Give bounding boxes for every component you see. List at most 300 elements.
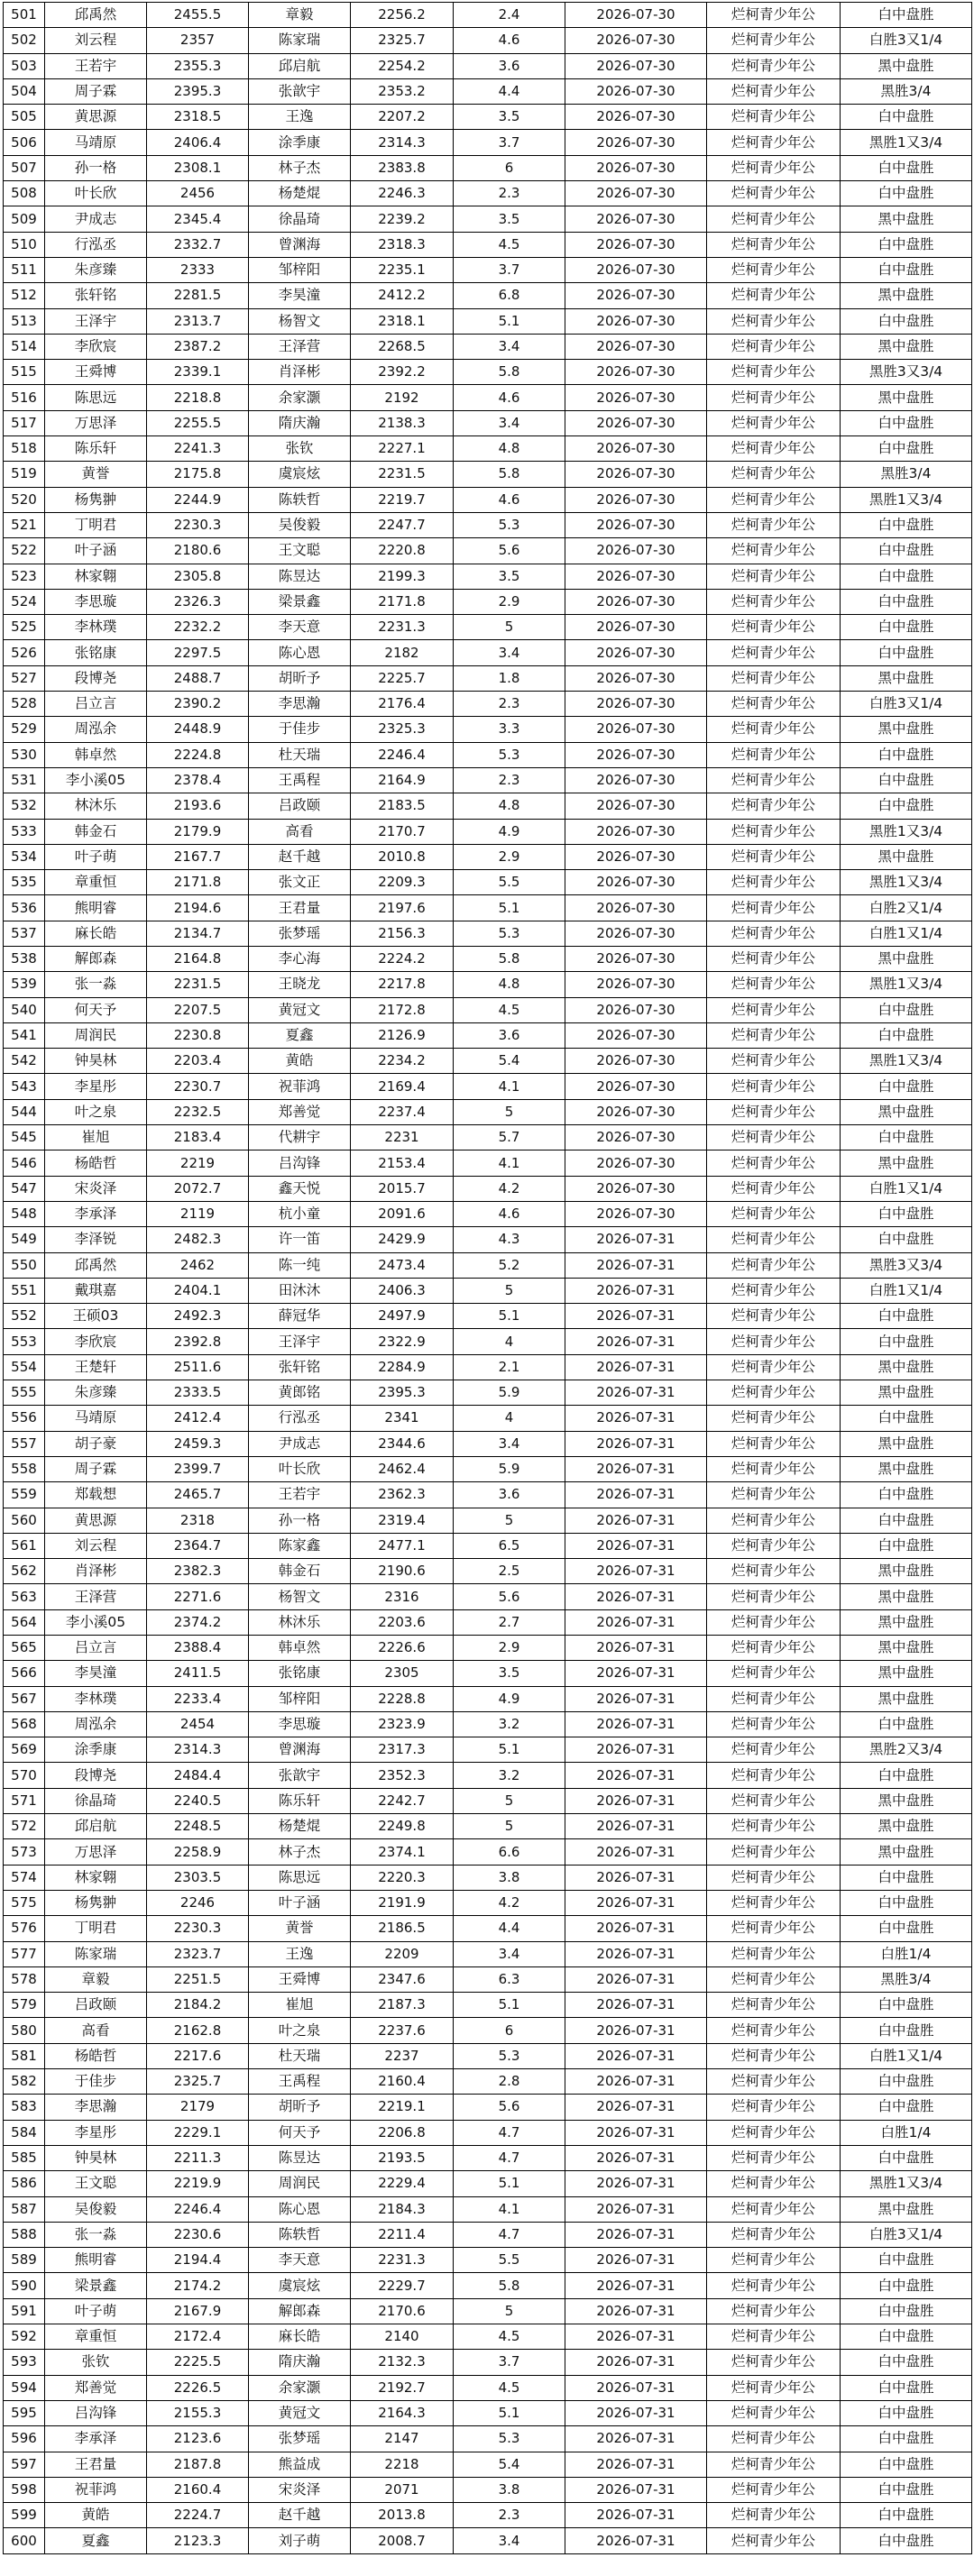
tournament-cell: 烂柯青少年公 — [707, 1814, 841, 1839]
white-player-cell: 王若宇 — [249, 1482, 351, 1508]
white-rating-cell: 2153.4 — [351, 1150, 454, 1176]
black-rating-cell: 2230.3 — [147, 512, 249, 537]
white-player-cell: 陈家鑫 — [249, 1533, 351, 1558]
game-number-cell: 526 — [4, 640, 45, 665]
game-date-cell: 2026-07-31 — [565, 1252, 707, 1278]
tournament-cell: 烂柯青少年公 — [707, 1711, 841, 1737]
game-number-cell: 546 — [4, 1150, 45, 1176]
game-date-cell: 2026-07-30 — [565, 308, 707, 334]
white-rating-cell: 2226.6 — [351, 1636, 454, 1661]
black-rating-cell: 2226.5 — [147, 2375, 249, 2400]
black-player-cell: 万思泽 — [45, 1839, 147, 1865]
tournament-cell: 烂柯青少年公 — [707, 181, 841, 206]
rating-diff-cell: 5.1 — [454, 2171, 565, 2196]
rating-diff-cell: 2.9 — [454, 589, 565, 614]
black-player-cell: 行泓丞 — [45, 232, 147, 257]
black-rating-cell: 2297.5 — [147, 640, 249, 665]
table-row — [4, 1176, 972, 1201]
game-number-cell: 538 — [4, 946, 45, 971]
black-rating-cell: 2160.4 — [147, 2477, 249, 2502]
game-number-cell: 522 — [4, 538, 45, 564]
black-rating-cell: 2364.7 — [147, 1533, 249, 1558]
white-player-cell: 黄皓 — [249, 1049, 351, 1074]
white-player-cell: 王逸 — [249, 105, 351, 130]
game-date-cell: 2026-07-31 — [565, 1839, 707, 1865]
game-date-cell: 2026-07-31 — [565, 2324, 707, 2350]
game-number-cell: 525 — [4, 615, 45, 640]
game-date-cell: 2026-07-30 — [565, 181, 707, 206]
result-cell: 黑中盘胜 — [841, 2196, 972, 2222]
black-rating-cell: 2203.4 — [147, 1049, 249, 1074]
white-rating-cell: 2352.3 — [351, 1763, 454, 1788]
game-number-cell: 598 — [4, 2477, 45, 2502]
game-number-cell: 590 — [4, 2273, 45, 2298]
game-date-cell: 2026-07-31 — [565, 1456, 707, 1481]
game-date-cell: 2026-07-31 — [565, 1814, 707, 1839]
black-rating-cell: 2179 — [147, 2095, 249, 2120]
white-rating-cell: 2231.3 — [351, 2248, 454, 2273]
white-player-cell: 陈心恩 — [249, 2196, 351, 2222]
result-cell: 黑中盘胜 — [841, 946, 972, 971]
black-player-cell: 李欣宸 — [45, 1329, 147, 1354]
rating-diff-cell: 5.3 — [454, 2426, 565, 2452]
rating-diff-cell: 5 — [454, 615, 565, 640]
result-cell: 白中盘胜 — [841, 2477, 972, 2502]
black-player-cell: 张铭康 — [45, 640, 147, 665]
result-cell: 黑中盘胜 — [841, 665, 972, 691]
game-number-cell: 535 — [4, 870, 45, 895]
rating-diff-cell: 5.9 — [454, 1380, 565, 1406]
tournament-cell: 烂柯青少年公 — [707, 1125, 841, 1150]
black-player-cell: 郑善觉 — [45, 2375, 147, 2400]
tournament-cell: 烂柯青少年公 — [707, 155, 841, 180]
game-number-cell: 596 — [4, 2426, 45, 2452]
white-player-cell: 赵千越 — [249, 2503, 351, 2528]
tournament-cell: 烂柯青少年公 — [707, 1533, 841, 1558]
white-rating-cell: 2256.2 — [351, 3, 454, 28]
table-row — [4, 1431, 972, 1456]
table-row — [4, 385, 972, 410]
result-cell: 白中盘胜 — [841, 615, 972, 640]
result-cell: 白中盘胜 — [841, 2528, 972, 2553]
white-player-cell: 田沐沐 — [249, 1278, 351, 1303]
table-row — [4, 2196, 972, 2222]
tournament-cell: 烂柯青少年公 — [707, 793, 841, 819]
game-date-cell: 2026-07-30 — [565, 436, 707, 462]
game-number-cell: 576 — [4, 1916, 45, 1941]
tournament-cell: 烂柯青少年公 — [707, 1304, 841, 1329]
result-cell: 白中盘胜 — [841, 1533, 972, 1558]
result-cell: 白中盘胜 — [841, 1865, 972, 1890]
rating-diff-cell: 4.5 — [454, 232, 565, 257]
white-player-cell: 吕政颐 — [249, 793, 351, 819]
black-player-cell: 叶子萌 — [45, 844, 147, 869]
black-rating-cell: 2244.9 — [147, 487, 249, 512]
black-player-cell: 李星彤 — [45, 2120, 147, 2145]
game-date-cell: 2026-07-30 — [565, 3, 707, 28]
game-date-cell: 2026-07-30 — [565, 283, 707, 308]
game-number-cell: 542 — [4, 1049, 45, 1074]
game-number-cell: 586 — [4, 2171, 45, 2196]
black-rating-cell: 2193.6 — [147, 793, 249, 819]
black-player-cell: 熊明睿 — [45, 895, 147, 921]
game-date-cell: 2026-07-30 — [565, 692, 707, 717]
rating-diff-cell: 4.4 — [454, 78, 565, 104]
result-cell: 白中盘胜 — [841, 2069, 972, 2095]
white-rating-cell: 2374.1 — [351, 1839, 454, 1865]
white-player-cell: 黄誉 — [249, 1916, 351, 1941]
white-player-cell: 余家灏 — [249, 385, 351, 410]
rating-diff-cell: 5 — [454, 1278, 565, 1303]
white-player-cell: 陈昱达 — [249, 2145, 351, 2170]
table-row — [4, 717, 972, 742]
black-player-cell: 王泽宇 — [45, 308, 147, 334]
black-player-cell: 黄思源 — [45, 1508, 147, 1533]
white-player-cell: 薛冠华 — [249, 1304, 351, 1329]
white-rating-cell: 2219.7 — [351, 487, 454, 512]
result-cell: 白中盘胜 — [841, 2018, 972, 2043]
game-number-cell: 547 — [4, 1176, 45, 1201]
white-player-cell: 余家灏 — [249, 2375, 351, 2400]
result-cell: 黑中盘胜 — [841, 283, 972, 308]
white-rating-cell: 2191.9 — [351, 1890, 454, 1915]
result-cell: 黑中盘胜 — [841, 1636, 972, 1661]
table-row — [4, 462, 972, 487]
table-row — [4, 1865, 972, 1890]
game-number-cell: 506 — [4, 130, 45, 155]
black-rating-cell: 2174.2 — [147, 2273, 249, 2298]
white-player-cell: 杨智文 — [249, 1584, 351, 1609]
black-player-cell: 邱禹然 — [45, 1252, 147, 1278]
rating-diff-cell: 4.6 — [454, 28, 565, 53]
tournament-cell: 烂柯青少年公 — [707, 2248, 841, 2273]
game-date-cell: 2026-07-30 — [565, 28, 707, 53]
result-cell: 白中盘胜 — [841, 1406, 972, 1431]
tournament-cell: 烂柯青少年公 — [707, 1584, 841, 1609]
game-date-cell: 2026-07-31 — [565, 1227, 707, 1252]
game-number-cell: 594 — [4, 2375, 45, 2400]
rating-diff-cell: 5.1 — [454, 308, 565, 334]
game-date-cell: 2026-07-31 — [565, 1329, 707, 1354]
black-player-cell: 王君量 — [45, 2452, 147, 2477]
rating-diff-cell: 3.2 — [454, 1711, 565, 1737]
white-rating-cell: 2314.3 — [351, 130, 454, 155]
white-player-cell: 张钦 — [249, 436, 351, 462]
black-rating-cell: 2251.5 — [147, 1966, 249, 1992]
table-row — [4, 2222, 972, 2247]
white-rating-cell: 2268.5 — [351, 334, 454, 359]
table-row — [4, 767, 972, 793]
tournament-cell: 烂柯青少年公 — [707, 564, 841, 589]
table-row — [4, 921, 972, 946]
table-row — [4, 1609, 972, 1635]
game-date-cell: 2026-07-31 — [565, 1354, 707, 1380]
game-number-cell: 533 — [4, 819, 45, 844]
white-rating-cell: 2235.1 — [351, 257, 454, 282]
table-row — [4, 2273, 972, 2298]
rating-diff-cell: 5.3 — [454, 2043, 565, 2068]
game-date-cell: 2026-07-31 — [565, 2273, 707, 2298]
black-rating-cell: 2225.5 — [147, 2350, 249, 2375]
game-date-cell: 2026-07-31 — [565, 1788, 707, 1813]
result-cell: 白中盘胜 — [841, 2273, 972, 2298]
white-rating-cell: 2319.4 — [351, 1508, 454, 1533]
white-player-cell: 虞宸炫 — [249, 2273, 351, 2298]
table-row — [4, 2375, 972, 2400]
black-rating-cell: 2412.4 — [147, 1406, 249, 1431]
black-player-cell: 张轩铭 — [45, 283, 147, 308]
tournament-cell: 烂柯青少年公 — [707, 1099, 841, 1124]
black-rating-cell: 2374.2 — [147, 1609, 249, 1635]
game-date-cell: 2026-07-30 — [565, 997, 707, 1022]
black-rating-cell: 2123.3 — [147, 2528, 249, 2553]
game-number-cell: 537 — [4, 921, 45, 946]
table-row — [4, 1482, 972, 1508]
tournament-cell: 烂柯青少年公 — [707, 2324, 841, 2350]
white-rating-cell: 2246.3 — [351, 181, 454, 206]
rating-diff-cell: 4.2 — [454, 1176, 565, 1201]
rating-diff-cell: 3.4 — [454, 1941, 565, 1966]
white-rating-cell: 2199.3 — [351, 564, 454, 589]
black-player-cell: 李思璇 — [45, 589, 147, 614]
result-cell: 白中盘胜 — [841, 232, 972, 257]
black-player-cell: 周润民 — [45, 1022, 147, 1048]
game-number-cell: 544 — [4, 1099, 45, 1124]
white-player-cell: 虞宸炫 — [249, 462, 351, 487]
black-rating-cell: 2454 — [147, 1711, 249, 1737]
tournament-cell: 烂柯青少年公 — [707, 1074, 841, 1099]
white-player-cell: 陈思远 — [249, 1865, 351, 1890]
game-number-cell: 588 — [4, 2222, 45, 2247]
result-cell: 白中盘胜 — [841, 1763, 972, 1788]
black-rating-cell: 2406.4 — [147, 130, 249, 155]
result-cell: 黑中盘胜 — [841, 206, 972, 232]
game-date-cell: 2026-07-31 — [565, 2477, 707, 2502]
white-player-cell: 郑善觉 — [249, 1099, 351, 1124]
white-rating-cell: 2203.6 — [351, 1609, 454, 1635]
table-row — [4, 1201, 972, 1226]
game-number-cell: 549 — [4, 1227, 45, 1252]
result-cell: 黑胜1又3/4 — [841, 130, 972, 155]
tournament-cell: 烂柯青少年公 — [707, 1022, 841, 1048]
result-cell: 白中盘胜 — [841, 1508, 972, 1533]
rating-diff-cell: 6.6 — [454, 1839, 565, 1865]
tournament-cell: 烂柯青少年公 — [707, 1661, 841, 1686]
game-number-cell: 516 — [4, 385, 45, 410]
tournament-cell: 烂柯青少年公 — [707, 2043, 841, 2068]
white-player-cell: 解郎森 — [249, 2298, 351, 2324]
tournament-cell: 烂柯青少年公 — [707, 334, 841, 359]
result-cell: 黑中盘胜 — [841, 1559, 972, 1584]
game-number-cell: 579 — [4, 1993, 45, 2018]
white-rating-cell: 2231.3 — [351, 615, 454, 640]
rating-diff-cell: 2.9 — [454, 1636, 565, 1661]
black-rating-cell: 2179.9 — [147, 819, 249, 844]
result-cell: 白胜1又1/4 — [841, 1176, 972, 1201]
black-player-cell: 夏鑫 — [45, 2528, 147, 2553]
white-rating-cell: 2170.6 — [351, 2298, 454, 2324]
white-player-cell: 王舜博 — [249, 1966, 351, 1992]
result-cell: 白中盘胜 — [841, 589, 972, 614]
rating-diff-cell: 5 — [454, 1508, 565, 1533]
tournament-cell: 烂柯青少年公 — [707, 1686, 841, 1711]
black-rating-cell: 2072.7 — [147, 1176, 249, 1201]
white-rating-cell: 2237.6 — [351, 2018, 454, 2043]
rating-diff-cell: 4.1 — [454, 2196, 565, 2222]
black-rating-cell: 2240.5 — [147, 1788, 249, 1813]
result-cell: 黑中盘胜 — [841, 385, 972, 410]
tournament-cell: 烂柯青少年公 — [707, 2477, 841, 2502]
result-cell: 黑胜3又3/4 — [841, 360, 972, 385]
game-number-cell: 570 — [4, 1763, 45, 1788]
tournament-cell: 烂柯青少年公 — [707, 2095, 841, 2120]
black-rating-cell: 2462 — [147, 1252, 249, 1278]
black-player-cell: 黄誉 — [45, 462, 147, 487]
result-cell: 白中盘胜 — [841, 257, 972, 282]
black-rating-cell: 2357 — [147, 28, 249, 53]
game-records-table — [3, 2, 972, 2554]
game-number-cell: 578 — [4, 1966, 45, 1992]
game-date-cell: 2026-07-30 — [565, 564, 707, 589]
table-row — [4, 2324, 972, 2350]
black-rating-cell: 2123.6 — [147, 2426, 249, 2452]
tournament-cell: 烂柯青少年公 — [707, 360, 841, 385]
white-rating-cell: 2140 — [351, 2324, 454, 2350]
white-player-cell: 邹梓阳 — [249, 1686, 351, 1711]
result-cell: 黑中盘胜 — [841, 1150, 972, 1176]
white-player-cell: 梁景鑫 — [249, 589, 351, 614]
black-player-cell: 叶子萌 — [45, 2298, 147, 2324]
black-player-cell: 李林璞 — [45, 615, 147, 640]
game-date-cell: 2026-07-30 — [565, 385, 707, 410]
game-date-cell: 2026-07-31 — [565, 1890, 707, 1915]
game-date-cell: 2026-07-31 — [565, 1661, 707, 1686]
black-rating-cell: 2411.5 — [147, 1661, 249, 1686]
game-date-cell: 2026-07-30 — [565, 767, 707, 793]
tournament-cell: 烂柯青少年公 — [707, 819, 841, 844]
table-row — [4, 257, 972, 282]
tournament-cell: 烂柯青少年公 — [707, 1049, 841, 1074]
game-date-cell: 2026-07-30 — [565, 257, 707, 282]
table-row — [4, 1890, 972, 1915]
game-number-cell: 541 — [4, 1022, 45, 1048]
table-row — [4, 232, 972, 257]
tournament-cell: 烂柯青少年公 — [707, 1431, 841, 1456]
white-player-cell: 陈心恩 — [249, 640, 351, 665]
black-player-cell: 李昊潼 — [45, 1661, 147, 1686]
white-player-cell: 于佳步 — [249, 717, 351, 742]
game-date-cell: 2026-07-31 — [565, 2375, 707, 2400]
black-player-cell: 叶长欣 — [45, 181, 147, 206]
rating-diff-cell: 2.3 — [454, 181, 565, 206]
game-date-cell: 2026-07-30 — [565, 615, 707, 640]
game-date-cell: 2026-07-30 — [565, 462, 707, 487]
rating-diff-cell: 5.8 — [454, 360, 565, 385]
game-date-cell: 2026-07-31 — [565, 2222, 707, 2247]
white-rating-cell: 2225.7 — [351, 665, 454, 691]
black-rating-cell: 2194.6 — [147, 895, 249, 921]
black-rating-cell: 2345.4 — [147, 206, 249, 232]
result-cell: 白中盘胜 — [841, 1482, 972, 1508]
black-player-cell: 段博尧 — [45, 665, 147, 691]
game-date-cell: 2026-07-30 — [565, 487, 707, 512]
tournament-cell: 烂柯青少年公 — [707, 512, 841, 537]
tournament-cell: 烂柯青少年公 — [707, 844, 841, 869]
game-number-cell: 557 — [4, 1431, 45, 1456]
black-rating-cell: 2313.7 — [147, 308, 249, 334]
table-row — [4, 3, 972, 28]
game-date-cell: 2026-07-31 — [565, 1737, 707, 1763]
game-date-cell: 2026-07-30 — [565, 206, 707, 232]
white-player-cell: 熊益成 — [249, 2452, 351, 2477]
rating-diff-cell: 5.8 — [454, 462, 565, 487]
tournament-cell: 烂柯青少年公 — [707, 1354, 841, 1380]
black-rating-cell: 2303.5 — [147, 1865, 249, 1890]
white-rating-cell: 2193.5 — [351, 2145, 454, 2170]
white-rating-cell: 2323.9 — [351, 1711, 454, 1737]
table-row — [4, 793, 972, 819]
black-player-cell: 吕沟锋 — [45, 2400, 147, 2425]
game-number-cell: 545 — [4, 1125, 45, 1150]
rating-diff-cell: 6 — [454, 2018, 565, 2043]
result-cell: 白中盘胜 — [841, 1993, 972, 2018]
black-player-cell: 邱启航 — [45, 1814, 147, 1839]
game-date-cell: 2026-07-30 — [565, 105, 707, 130]
table-row — [4, 665, 972, 691]
table-row — [4, 1941, 972, 1966]
black-player-cell: 陈乐轩 — [45, 436, 147, 462]
rating-diff-cell: 2.4 — [454, 3, 565, 28]
tournament-cell: 烂柯青少年公 — [707, 1609, 841, 1635]
white-rating-cell: 2186.5 — [351, 1916, 454, 1941]
black-rating-cell: 2230.7 — [147, 1074, 249, 1099]
tournament-cell: 烂柯青少年公 — [707, 895, 841, 921]
rating-diff-cell: 5.5 — [454, 870, 565, 895]
white-player-cell: 张梦瑶 — [249, 2426, 351, 2452]
tournament-cell: 烂柯青少年公 — [707, 283, 841, 308]
rating-diff-cell: 3.5 — [454, 564, 565, 589]
result-cell: 白中盘胜 — [841, 181, 972, 206]
white-player-cell: 刘子萌 — [249, 2528, 351, 2553]
result-cell: 白胜3又1/4 — [841, 2222, 972, 2247]
rating-diff-cell: 6.5 — [454, 1533, 565, 1558]
black-rating-cell: 2390.2 — [147, 692, 249, 717]
game-number-cell: 513 — [4, 308, 45, 334]
game-date-cell: 2026-07-30 — [565, 895, 707, 921]
game-date-cell: 2026-07-31 — [565, 2145, 707, 2170]
black-player-cell: 李思瀚 — [45, 2095, 147, 2120]
table-row — [4, 1022, 972, 1048]
white-player-cell: 章毅 — [249, 3, 351, 28]
white-player-cell: 林子杰 — [249, 155, 351, 180]
white-rating-cell: 2247.7 — [351, 512, 454, 537]
black-rating-cell: 2246.4 — [147, 2196, 249, 2222]
game-number-cell: 572 — [4, 1814, 45, 1839]
table-row — [4, 1636, 972, 1661]
black-player-cell: 张钦 — [45, 2350, 147, 2375]
white-player-cell: 李天意 — [249, 615, 351, 640]
white-player-cell: 徐晶琦 — [249, 206, 351, 232]
black-player-cell: 马靖原 — [45, 130, 147, 155]
white-player-cell: 杨智文 — [249, 308, 351, 334]
game-date-cell: 2026-07-31 — [565, 1482, 707, 1508]
game-number-cell: 514 — [4, 334, 45, 359]
result-cell: 黑胜1又3/4 — [841, 2171, 972, 2196]
game-date-cell: 2026-07-31 — [565, 1609, 707, 1635]
black-player-cell: 张一淼 — [45, 2222, 147, 2247]
rating-diff-cell: 2.3 — [454, 692, 565, 717]
game-number-cell: 512 — [4, 283, 45, 308]
